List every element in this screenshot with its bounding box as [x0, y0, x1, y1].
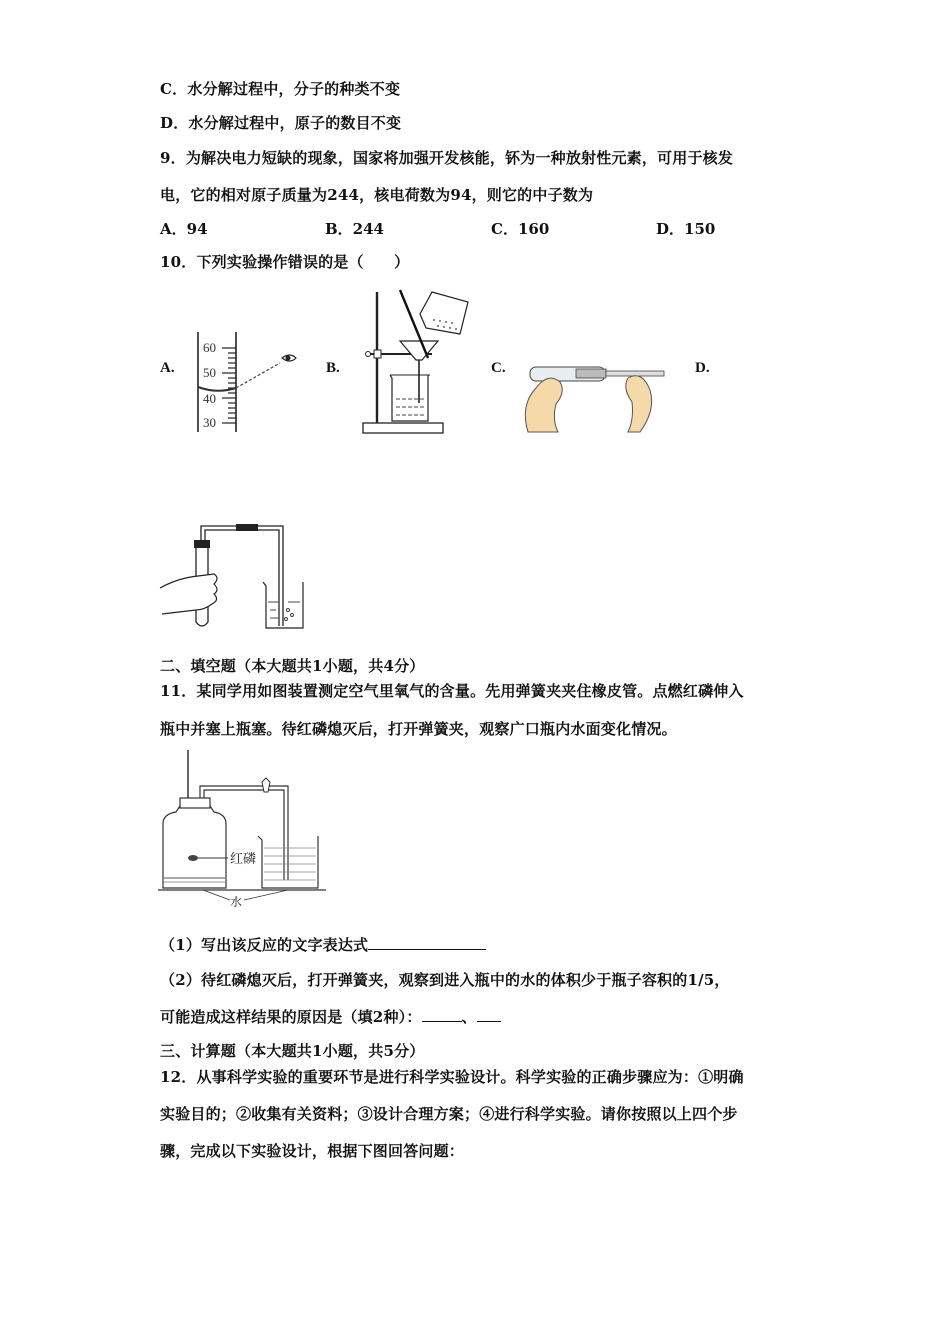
q9-option-a: A．94 — [160, 220, 208, 238]
q11-stem-line1: 11．某同学用如图装置测定空气里氧气的含量。先用弹簧夹夹住橡皮管。点燃红磷伸入 — [160, 682, 744, 700]
q11-sub1-answer-blank[interactable] — [368, 935, 486, 950]
q12-stem-line2: 实验目的；②收集有关资料；③设计合理方案；④进行科学实验。请你按照以上四个步 — [160, 1105, 738, 1123]
graduated-cylinder-figure — [190, 330, 310, 435]
q11-sub2-answer-blank-2[interactable] — [477, 1007, 501, 1022]
q11-sub2-separator: 、 — [461, 1008, 477, 1026]
q11-sub1 — [160, 934, 486, 955]
q10-option-a-label: A. — [160, 360, 175, 376]
airtightness-figure — [158, 518, 308, 633]
q9-option-d: D．150 — [656, 220, 716, 238]
q9-stem-line2: 电，它的相对原子质量为244，核电荷数为94，则它的中子数为 — [160, 186, 594, 204]
q10-option-c-label: C. — [491, 360, 506, 376]
q8-option-d: D．水分解过程中，原子的数目不变 — [160, 114, 402, 132]
q12-stem-line3: 骤，完成以下实验设计，根据下图回答问题： — [160, 1142, 465, 1160]
red-phosphorus-label: 红磷 — [230, 851, 257, 866]
tick-50: 50 — [203, 365, 216, 380]
q11-sub2-text: 可能造成这样结果的原因是（填2种）： — [160, 1008, 422, 1026]
q11-sub2-answer-blank-1[interactable] — [422, 1007, 462, 1022]
section2-header: 二、填空题（本大题共1小题，共4分） — [160, 657, 425, 675]
tick-60: 60 — [203, 340, 216, 355]
filtration-figure — [360, 288, 480, 438]
q9-option-b: B．244 — [325, 220, 384, 238]
oxygen-measurement-figure — [158, 748, 328, 908]
q10-stem: 10．下列实验操作错误的是（ ） — [160, 253, 410, 271]
test-tube-hands-figure — [518, 360, 668, 435]
q9-option-c: C．160 — [491, 220, 550, 238]
q8-option-c: C．水分解过程中，分子的种类不变 — [160, 80, 401, 98]
q11-sub2-line1: （2）待红磷熄灭后，打开弹簧夹，观察到进入瓶中的水的体积少于瓶子容积的1/5， — [160, 971, 730, 989]
tick-30: 30 — [203, 415, 216, 430]
q10-option-b-label: B. — [326, 360, 340, 376]
q9-stem-line1: 9．为解决电力短缺的现象，国家将加强开发核能，钚为一种放射性元素，可用于核发 — [160, 149, 734, 167]
q11-sub2-line2 — [160, 1006, 501, 1027]
q11-sub1-text: （1）写出该反应的文字表达式 — [160, 936, 369, 954]
q10-option-d-label: D. — [695, 360, 710, 376]
eye-icon — [282, 355, 296, 361]
water-label: 水 — [230, 895, 243, 908]
q12-stem-line1: 12．从事科学实验的重要环节是进行科学实验设计。科学实验的正确步骤应为：①明确 — [160, 1068, 744, 1086]
q11-stem-line2: 瓶中并塞上瓶塞。待红磷熄灭后，打开弹簧夹，观察广口瓶内水面变化情况。 — [160, 720, 677, 738]
tick-40: 40 — [203, 391, 216, 406]
section3-header: 三、计算题（本大题共1小题，共5分） — [160, 1042, 425, 1060]
